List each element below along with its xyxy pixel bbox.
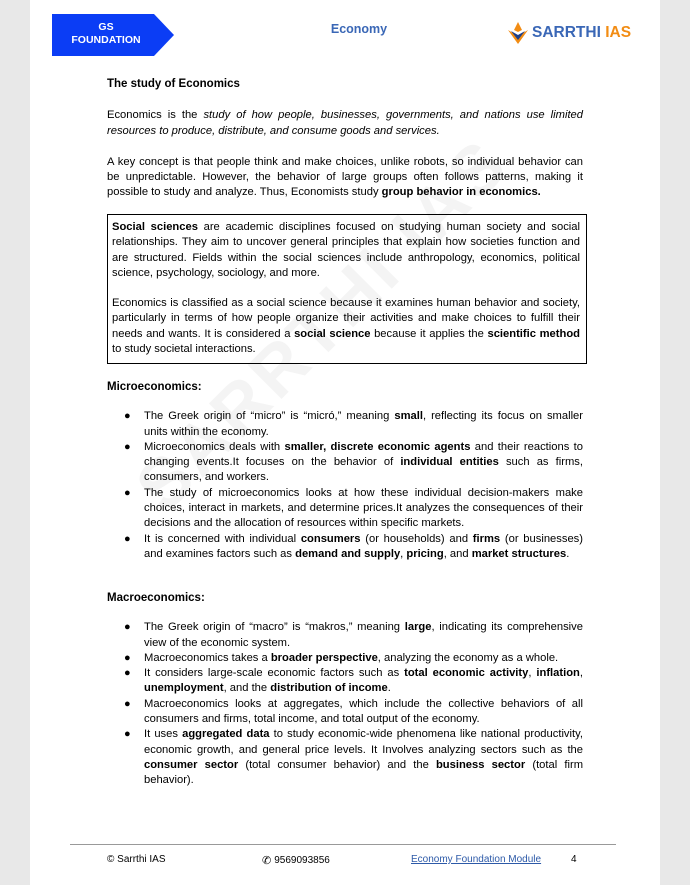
list-item: ● The Greek origin of “macro” is “makros,” meaning large, indicating its comprehensive view of the economic system. — [124, 621, 583, 649]
micro-list — [107, 409, 583, 562]
bullet-icon: ● — [124, 486, 131, 499]
list-item: ● It considers large-scale economic factors such as total economic activity, inflation, unemployment, and the distribution of income. — [124, 667, 583, 695]
list-item: ● Microeconomics deals with smaller, discrete economic agents and their reactions to changing events.It focuses on the behavior of individual entities such as firms, consumers, and workers. — [124, 440, 583, 484]
footer-phone: ✆ 9569093856 — [262, 855, 330, 867]
gs-foundation-badge — [52, 14, 172, 56]
macroeconomics-section — [107, 591, 583, 789]
badge-line-1: GS — [98, 21, 114, 33]
box-paragraph-2: Economics is classified as a social science because it examines human behavior and society, particularly in terms of how people organize their activities and make choices to fulfill their needs and wants. It is considered a social science because it applies the scientific method to study societal interactions. — [112, 297, 580, 356]
brand-name: SARRTHI IAS — [532, 24, 632, 41]
module-link[interactable]: Economy Foundation Module — [411, 854, 542, 865]
footer-divider — [70, 844, 616, 845]
macro-heading: Macroeconomics: — [107, 592, 205, 604]
phone-icon: ✆ — [262, 855, 272, 867]
section-heading: The study of Economics — [107, 78, 240, 90]
list-item: ● It is concerned with individual consumers (or households) and firms (or businesses) and examines factors such as demand and supply, pricing, and market structures. — [124, 532, 583, 560]
brand-logo — [508, 22, 631, 44]
list-item: ● The study of microeconomics looks at how these individual decision-makers make choices, interact in markets, and determine prices.It analyzes the consequences of their decisions and the allocation of resources within specific markets. — [124, 486, 583, 530]
group-behavior-paragraph: A key concept is that people think and make choices, unlike robots, so individual behavior can be unpredictable. However, the behavior of large groups often follows patterns, making it possible to study and analyze. Thus, Economists study group behavior in economics. — [107, 155, 583, 199]
social-sciences-box — [107, 214, 587, 364]
macro-list — [107, 620, 583, 788]
list-item: ● Macroeconomics looks at aggregates, which include the collective behaviors of all consumers and firms, total income, and total output of the economy. — [124, 697, 583, 726]
microeconomics-section — [107, 380, 583, 562]
intro-paragraph: Economics is the study of how people, businesses, governments, and nations use limited resources to produce, distribute, and consume goods and services. — [107, 109, 583, 137]
list-item: ● Macroeconomics takes a broader perspective, analyzing the economy as a whole. — [124, 651, 559, 664]
brand-emblem-icon — [508, 22, 528, 44]
box-paragraph-1: Social sciences are academic disciplines focused on studying human society and social relationships. They aim to uncover general principles that explain how societies function and are structured. Fields within the social sciences include anthropology, economics, political science, psychology, sociology, and more. — [112, 221, 580, 279]
micro-heading: Microeconomics: — [107, 381, 202, 393]
page-number: 4 — [571, 854, 577, 865]
intro-section — [107, 77, 583, 201]
list-item: ● It uses aggregated data to study economic-wide phenomena like national productivity, economic growth, and general price levels. It Involves analyzing sectors such as the consumer sector (total consumer behavior) and the business sector (total firm behavior). — [124, 728, 584, 787]
list-item: ● The Greek origin of “micro” is “micró,” meaning small, reflecting its focus on smaller units within the economy. — [124, 410, 584, 438]
footer-copyright: © Sarrthi IAS — [107, 854, 166, 865]
page-title: Economy — [330, 22, 388, 36]
badge-line-2: FOUNDATION — [71, 34, 141, 46]
bullet-icon: ● — [124, 697, 131, 710]
